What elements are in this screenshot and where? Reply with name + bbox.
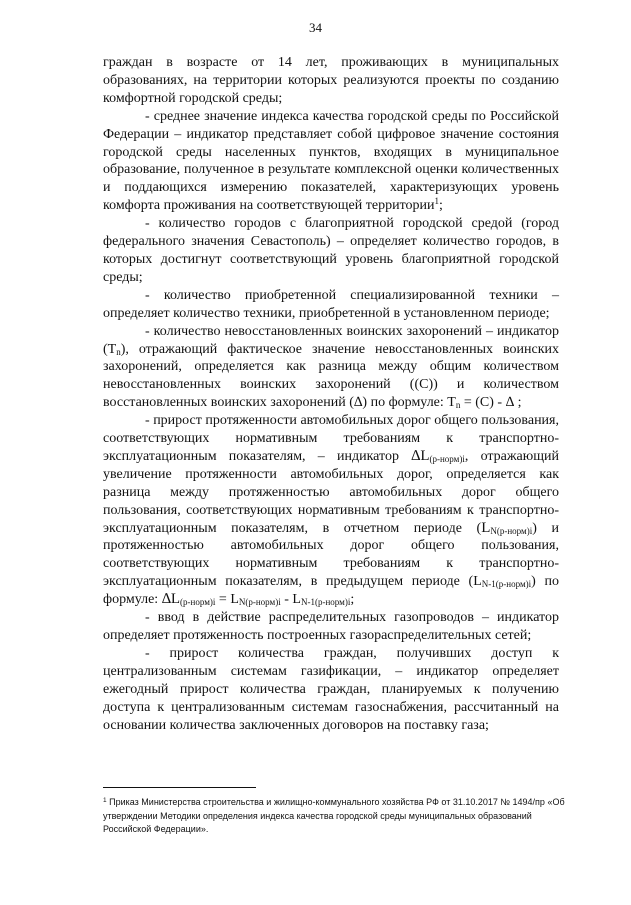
roads-delta-l: ∆L <box>411 447 430 464</box>
formula-l-prev-sub: N-1(р-норм)i <box>300 597 351 608</box>
paragraph-1: граждан в возрасте от 14 лет, проживающих в муниципальных образованиях, на территории которых реализуются проекты по созданию комфортной городской среды; <box>103 55 559 106</box>
paragraph-gas-pipelines: - ввод в действие распределительных газопроводов – индикатор определяет протяженность построенных газораспределительных сетей; <box>103 610 559 643</box>
footnote <box>103 796 568 837</box>
roads-l-current: L <box>481 519 491 536</box>
paragraph-road-length <box>103 412 559 609</box>
roads-l-current-sub: N(р-норм)i <box>490 525 533 536</box>
roads-text-d: ) по формуле: <box>103 574 559 608</box>
paragraph-urban-index-end: ; <box>438 198 443 214</box>
graves-text-c: = (C) - ∆ ; <box>460 395 522 411</box>
formula-delta-l-sub: (р-норм)i <box>180 597 216 608</box>
formula-delta-l: ∆L <box>161 591 181 608</box>
paragraph-special-equipment: - количество приобретенной специализированной техники – определяет количество техники, приобретенной в установленном периоде; <box>103 287 559 321</box>
paragraph-military-graves <box>103 323 559 413</box>
roads-l-prev-sub: N-1(р-норм)i <box>481 579 532 590</box>
page-number: 34 <box>309 20 322 35</box>
document-body <box>103 54 559 734</box>
formula-end: ; <box>350 592 355 608</box>
paragraph-gasification-access: - прирост количества граждан, получивших доступ к централизованным системам газификации, – индикатор определяет ежегодный прирост количества граждан, планируемых к получению доступа к централизованным системам газоснабжения, рассчитанный на основании количества заключенных договоров на поставку газа; <box>103 645 559 733</box>
formula-minus-l: - L <box>280 592 301 608</box>
footnote-reference: 1 <box>434 196 439 207</box>
paragraph-urban-index-text: - среднее значение индекса качества городской среды по Российской Федерации – индикатор представляет собой цифровое значение состояния городской среды населенных пунктов, входящих в муниципальное образование, полученное в результате комплексной оценки количественных и поддающихся измерению показателей, характеризующих уровень комфорта проживания на соответствующей территории <box>103 108 559 214</box>
footnote-divider <box>103 787 256 788</box>
paragraph-urban-index <box>103 108 559 215</box>
roads-delta-l-sub: (р-норм)i <box>429 453 465 464</box>
formula-l-current-sub: N(р-норм)i <box>238 597 281 608</box>
formula-equals-l: = L <box>215 592 239 608</box>
roads-text-a: - прирост протяженности автомобильных дорог общего пользования, соответствующих нормативным требованиям к транспортно-эксплуатационным показателям, – индикатор <box>103 413 559 464</box>
roads-text-b: , отражающий увеличение протяженности автомобильных дорог, определяется как разница между протяженностью автомобильных дорог общего пользования, соответствующих нормативным требованиям к транспортно-эксплуатационным показателям, в отчетном периоде ( <box>103 448 559 536</box>
paragraph-favorable-cities: - количество городов с благоприятной городской средой (город федерального значения Севастополь) – определяет количество городов, в которых достигнут соответствующий уровень благоприятной городской среды; <box>103 216 559 285</box>
graves-sub-n: n <box>116 346 121 357</box>
graves-formula-sub-n: n <box>455 400 461 411</box>
graves-text-b: ), отражающий фактическое значение невосстановленных воинских захоронений, определяется как разница между общим количеством невосстановленных воинских захоронений ((C)) и количеством восстановленных воинских захоронений (∆) по формуле: T <box>103 341 559 411</box>
footnote-text: Приказ Министерства строительства и жилищно-коммунального хозяйства РФ от 31.10.2017 № 1494/пр «Об утверждении Методики определения индекса качества городской среды муниципальных образований Российской Федерации». <box>103 797 565 835</box>
footnote-marker: 1 <box>103 797 107 804</box>
graves-text-a: - количество невосстановленных воинских захоронений – индикатор (T <box>103 323 559 357</box>
roads-text-c: ) и протяженностью автомобильных дорог общего пользования, соответствующих нормативным требованиям к транспортно-эксплуатационным показателям, в предыдущем периоде (L <box>103 520 559 590</box>
